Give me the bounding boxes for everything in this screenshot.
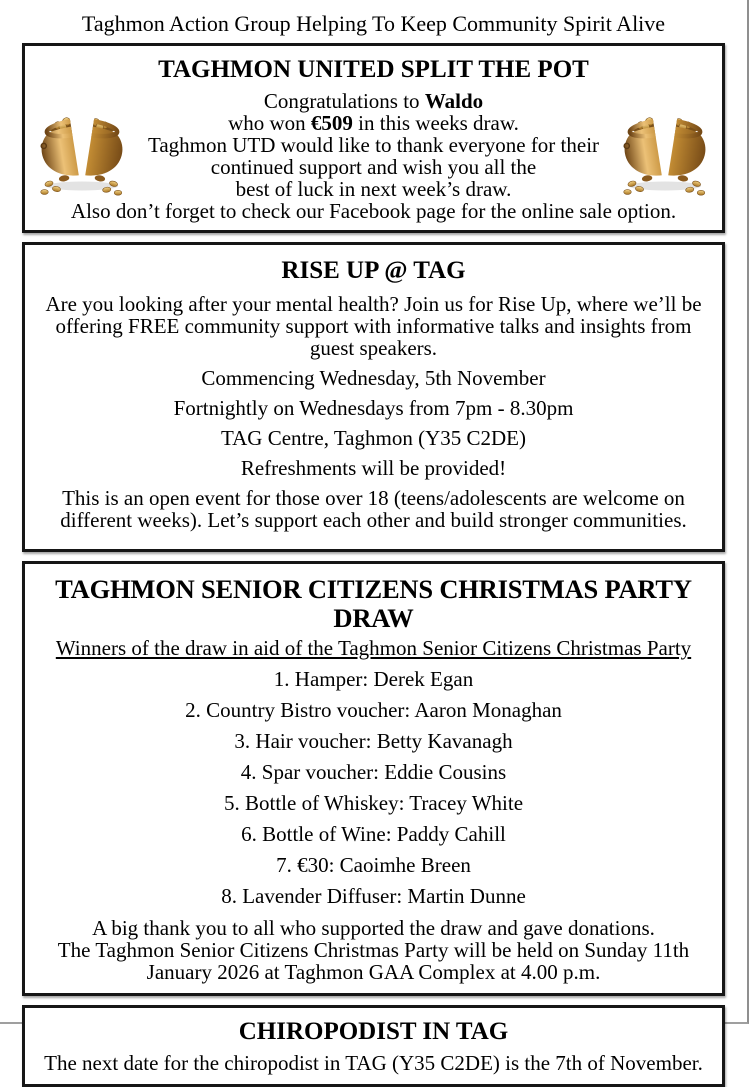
- facebook-note: Also don’t forget to check our Facebook page for the online sale option.: [70, 199, 677, 223]
- rise-up-paragraph: This is an open event for those over 18 (teens/adolescents are welcome on different weeks). Let’s support each other and build stronger communities.: [60, 486, 687, 532]
- section-christmas-draw: [22, 561, 725, 996]
- thanks-line: best of luck in next week’s draw.: [235, 177, 512, 201]
- amount-line: [37, 112, 710, 134]
- rise-up-paragraph: TAG Centre, Taghmon (Y35 C2DE): [221, 426, 526, 450]
- win-amount: €509: [310, 111, 353, 135]
- draw-winner-item: 1. Hamper: Derek Egan: [273, 667, 474, 691]
- rise-up-paragraph: Refreshments will be provided!: [240, 456, 507, 480]
- draw-winner-item: 2. Country Bistro voucher: Aaron Monaghan: [185, 698, 562, 722]
- congrats-prefix: Congratulations to: [263, 89, 425, 113]
- won-prefix: who won: [228, 111, 311, 135]
- winner-name: Waldo: [424, 89, 484, 113]
- chiropodist-text: The next date for the chiropodist in TAG (Y35 C2DE) is the 7th of November.: [44, 1051, 703, 1075]
- rise-up-paragraph: Fortnightly on Wednesdays from 7pm - 8.30pm: [173, 396, 574, 420]
- congrats-line: [37, 90, 710, 112]
- section-chiropodist: [22, 1005, 725, 1087]
- draw-winner-item: 5. Bottle of Whiskey: Tracey White: [223, 791, 524, 815]
- page-banner: Taghmon Action Group Helping To Keep Community Spirit Alive: [81, 11, 666, 36]
- draw-winner-item: 3. Hair voucher: Betty Kavanagh: [234, 729, 513, 753]
- rise-up-paragraph: Commencing Wednesday, 5th November: [201, 366, 546, 390]
- draw-thanks-line: A big thank you to all who supported the draw and gave donations.: [92, 916, 655, 940]
- christmas-draw-subtitle: Winners of the draw in aid of the Taghmon Senior Citizens Christmas Party: [55, 636, 692, 660]
- chiropodist-title: CHIROPODIST IN TAG: [238, 1018, 509, 1045]
- won-suffix: in this weeks draw.: [352, 111, 519, 135]
- split-the-pot-title: TAGHMON UNITED SPLIT THE POT: [158, 56, 589, 83]
- section-rise-up: [22, 242, 725, 552]
- party-date-line: The Taghmon Senior Citizens Christmas Party will be held on Sunday 11th January 2026 at Taghmon GAA Complex at 4.00 p.m.: [57, 938, 690, 984]
- draw-thanks-note: [41, 917, 706, 983]
- split-pot-of-gold-icon: [37, 94, 127, 212]
- thanks-line: continued support and wish you all the: [210, 155, 537, 179]
- draw-winner-item: 7. €30: Caoimhe Breen: [276, 853, 471, 877]
- draw-winner-item: 8. Lavender Diffuser: Martin Dunne: [221, 884, 526, 908]
- rise-up-paragraph: Are you looking after your mental health? Join us for Rise Up, where we’ll be offering FREE community support with informative talks and insights from guest speakers.: [45, 292, 702, 360]
- draw-winner-item: 6. Bottle of Wine: Paddy Cahill: [241, 822, 506, 846]
- section-split-the-pot: [22, 43, 725, 233]
- split-pot-of-gold-icon: [620, 94, 710, 212]
- draw-winner-item: 4. Spar voucher: Eddie Cousins: [240, 760, 507, 784]
- rise-up-title: RISE UP @ TAG: [281, 257, 466, 284]
- christmas-draw-title: TAGHMON SENIOR CITIZENS CHRISTMAS PARTY DRAW: [55, 574, 692, 633]
- thanks-line: Taghmon UTD would like to thank everyone for their: [147, 133, 600, 157]
